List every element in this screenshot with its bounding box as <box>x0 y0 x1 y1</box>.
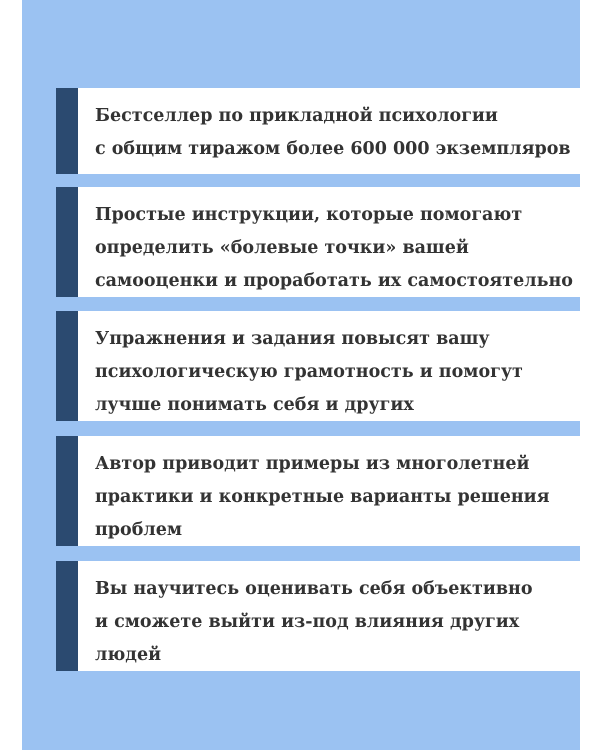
feature-line: Упражнения и задания повысят вашу <box>95 329 490 349</box>
feature-card-4 <box>56 436 580 546</box>
feature-text <box>95 100 580 166</box>
feature-line: Бестселлер по прикладной психологии <box>95 106 498 126</box>
feature-line: определить «болевые точки» вашей <box>95 238 469 258</box>
accent-bar <box>56 88 78 174</box>
feature-line: Простые инструкции, которые помогают <box>95 205 523 225</box>
feature-line: практики и конкретные варианты решения <box>95 487 550 507</box>
feature-line: с общим тиражом более 600 000 экземпляров <box>95 139 571 159</box>
feature-line: людей <box>95 645 162 665</box>
accent-bar <box>56 311 78 421</box>
feature-line: Автор приводит примеры из многолетней <box>95 454 530 474</box>
feature-card-2 <box>56 187 580 297</box>
feature-line: проблем <box>95 520 183 540</box>
feature-text <box>95 448 580 547</box>
feature-text <box>95 323 580 422</box>
feature-line: лучше понимать себя и других <box>95 395 414 415</box>
feature-text <box>95 199 580 298</box>
feature-line: Вы научитесь оценивать себя объективно <box>95 579 533 599</box>
accent-bar <box>56 187 78 297</box>
feature-line: и сможете выйти из-под влияния других <box>95 612 520 632</box>
feature-card-5 <box>56 561 580 671</box>
feature-line: самооценки и проработать их самостоятельно <box>95 271 573 291</box>
feature-card-1 <box>56 88 580 174</box>
feature-text <box>95 573 580 672</box>
feature-card-3 <box>56 311 580 421</box>
accent-bar <box>56 436 78 546</box>
feature-line: психологическую грамотность и помогут <box>95 362 523 382</box>
accent-bar <box>56 561 78 671</box>
